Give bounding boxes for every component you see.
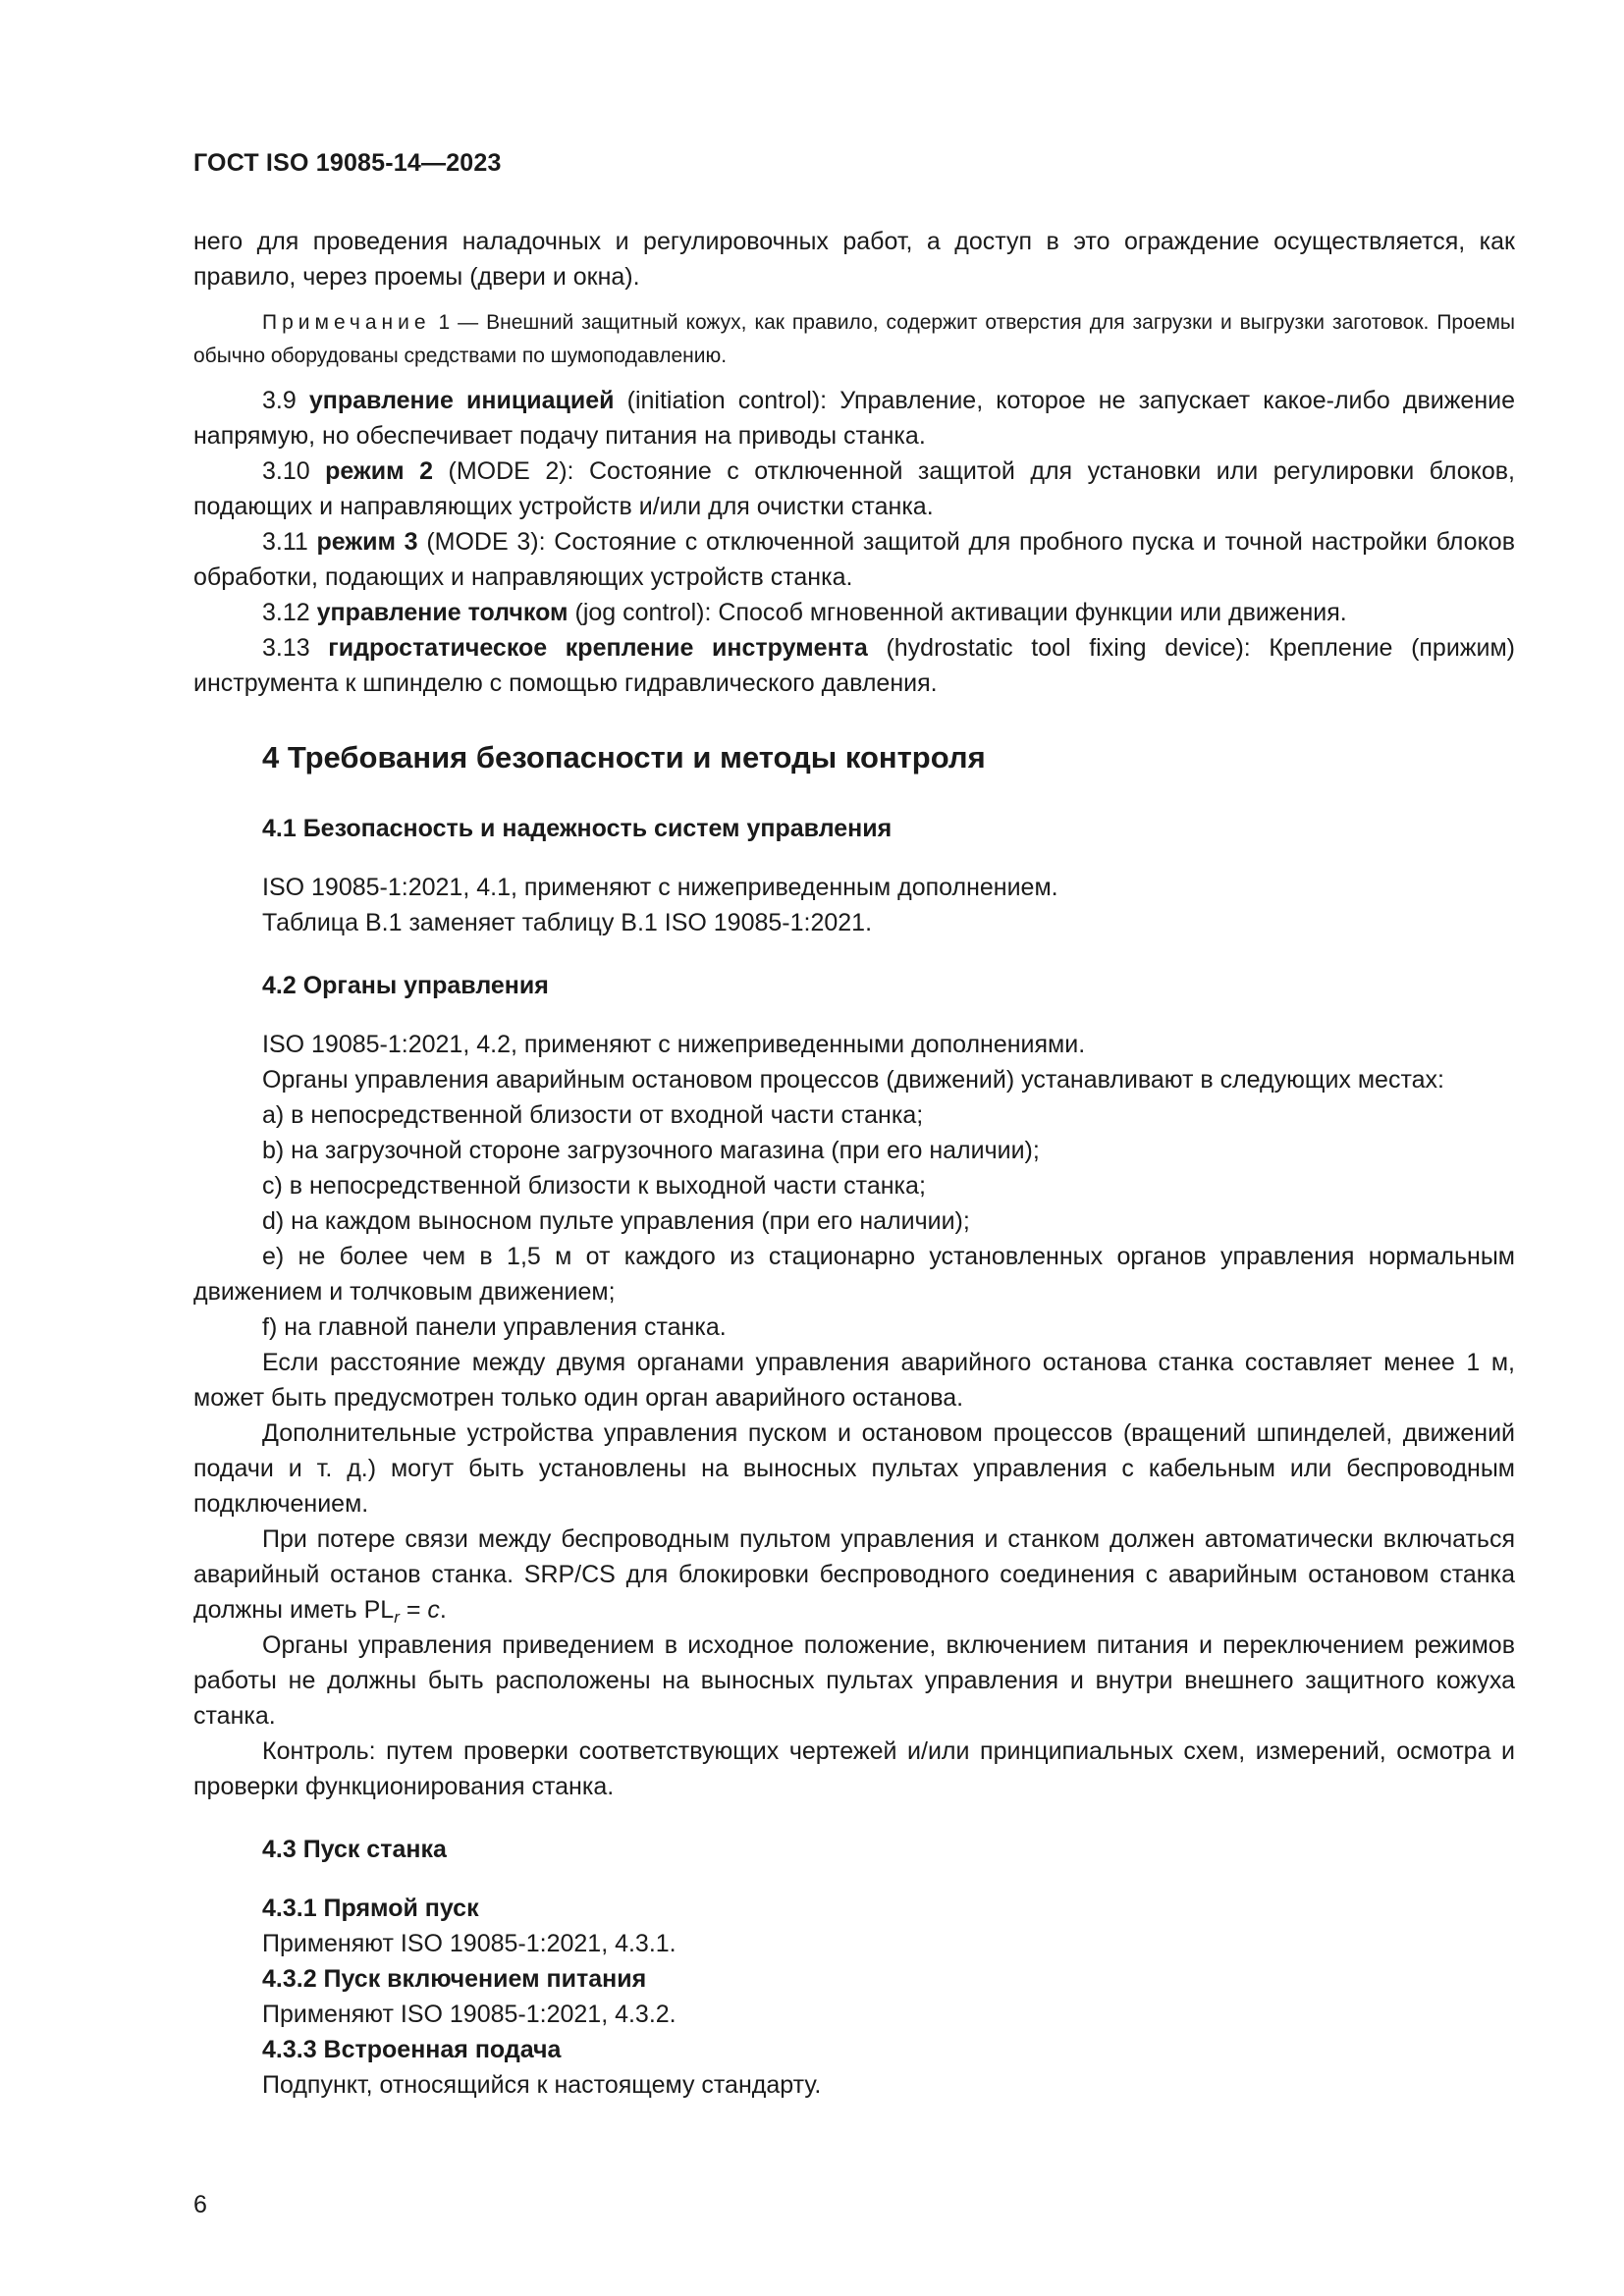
section-4-3-1-heading: 4.3.1 Прямой пуск <box>262 1895 479 1922</box>
definition-term: управление инициацией <box>308 387 615 414</box>
definition-3-12 <box>193 595 1515 630</box>
list-item-b: b) на загрузочной стороне загрузочного магазина (при его наличии); <box>262 1137 1040 1164</box>
definition-term: гидростатическое крепление инструмента <box>328 634 868 662</box>
section-4-3-heading: 4.3 Пуск станка <box>262 1836 447 1863</box>
definition-number: 3.9 <box>262 387 309 414</box>
section-4-2-para-3: Если расстояние между двумя органами управления аварийного останова станка составляет менее 1 м, может быть предусмотрен только один орган аварийного останова. <box>193 1349 1515 1412</box>
definition-number: 3.10 <box>262 457 326 485</box>
definition-number: 3.13 <box>262 634 329 662</box>
section-4-3-3-text: Подпункт, относящийся к настоящему стандарту. <box>262 2071 822 2099</box>
definition-term: режим 3 <box>316 528 418 556</box>
definition-text: (MODE 3): Состояние с отключенной защитой для пробного пуска и точной настройки блоков обработки, подающих и направляющих устройств станка. <box>193 528 1515 591</box>
definition-3-13 <box>193 630 1515 701</box>
definition-text: (MODE 2): Состояние с отключенной защитой для установки или регулировки блоков, подающих и направляющих устройств и/или для очистки станка. <box>193 457 1515 520</box>
definition-text: (initiation control): Управление, которое не запускает какое-либо движение напрямую, но обеспечивает подачу питания на приводы станка. <box>193 387 1515 450</box>
section-4-1-para-2: Таблица В.1 заменяет таблицу В.1 ISO 19085-1:2021. <box>262 909 873 936</box>
continuation-paragraph: него для проведения наладочных и регулировочных работ, а доступ в это ограждение осуществляется, как правило, через проемы (двери и окна). <box>193 228 1515 291</box>
section-4-3-2-text: Применяют ISO 19085-1:2021, 4.3.2. <box>262 2001 677 2028</box>
list-item-f: f) на главной панели управления станка. <box>262 1313 727 1341</box>
definition-3-10 <box>193 454 1515 524</box>
pl-value: c <box>427 1596 440 1624</box>
section-4-1-heading: 4.1 Безопасность и надежность систем управления <box>262 815 893 842</box>
section-4-2-para-7: Контроль: путем проверки соответствующих чертежей и/или принципиальных схем, измерений, осмотра и проверки функционирования станка. <box>193 1737 1515 1800</box>
list-item-c: c) в непосредственной близости к выходной части станка; <box>262 1172 926 1200</box>
list-item-a: a) в непосредственной близости от входной части станка; <box>262 1101 924 1129</box>
pl-subscript: r <box>394 1608 400 1627</box>
definition-text: (jog control): Способ мгновенной активации функции или движения. <box>568 599 1347 626</box>
para-5-end: . <box>439 1596 447 1624</box>
definition-number: 3.11 <box>262 528 317 556</box>
section-4-heading: 4 Требования безопасности и методы контроля <box>262 740 986 774</box>
section-4-2-para-2: Органы управления аварийным остановом процессов (движений) устанавливают в следующих местах: <box>262 1066 1444 1094</box>
section-4-3-3-heading: 4.3.3 Встроенная подача <box>262 2036 562 2063</box>
para-5-text: При потере связи между беспроводным пультом управления и станком должен автоматически включаться аварийный останов станка. SRP/CS для блокировки беспроводного соединения с аварийным остановом станка должны иметь PL <box>193 1525 1515 1624</box>
section-4-2-heading: 4.2 Органы управления <box>262 972 549 999</box>
list-item-e: e) не более чем в 1,5 м от каждого из стационарно установленных органов управления нормальным движением и толчковым движением; <box>193 1243 1515 1306</box>
definition-3-9 <box>193 383 1515 454</box>
note-1 <box>193 306 1515 373</box>
page-content <box>193 224 1515 2103</box>
para-5-equals: = <box>399 1596 428 1624</box>
definition-text: (hydrostatic tool fixing device): Крепление (прижим) инструмента к шпинделю с помощью гидравлического давления. <box>193 634 1516 697</box>
note-text: 1 — Внешний защитный кожух, как правило, содержит отверстия для загрузки и выгрузки заготовок. Проемы обычно оборудованы средствами по шумоподавлению. <box>193 311 1515 367</box>
definition-term: управление толчком <box>316 599 568 626</box>
section-4-3-1-text: Применяют ISO 19085-1:2021, 4.3.1. <box>262 1930 677 1957</box>
section-4-2-para-6: Органы управления приведением в исходное положение, включением питания и переключением режимов работы не должны быть расположены на выносных пультах управления и внутри внешнего защитного кожуха станка. <box>193 1631 1515 1730</box>
definition-term: режим 2 <box>325 457 433 485</box>
definition-3-11 <box>193 524 1515 595</box>
section-4-3-2-heading: 4.3.2 Пуск включением питания <box>262 1965 647 1993</box>
section-4-2-para-1: ISO 19085-1:2021, 4.2, применяют с нижеприведенными дополнениями. <box>262 1031 1086 1058</box>
page-number: 6 <box>193 2191 207 2218</box>
document-header: ГОСТ ISO 19085-14—2023 <box>193 149 502 177</box>
section-4-2-para-5 <box>193 1522 1515 1628</box>
note-label: Примечание <box>262 311 431 334</box>
section-4-2-para-4: Дополнительные устройства управления пуском и остановом процессов (вращений шпинделей, движений подачи и т. д.) могут быть установлены на выносных пультах управления с кабельным или беспроводным подключением. <box>193 1419 1515 1518</box>
list-item-d: d) на каждом выносном пульте управления (при его наличии); <box>262 1207 970 1235</box>
section-4-1-para-1: ISO 19085-1:2021, 4.1, применяют с нижеприведенным дополнением. <box>262 874 1058 901</box>
definition-number: 3.12 <box>262 599 317 626</box>
